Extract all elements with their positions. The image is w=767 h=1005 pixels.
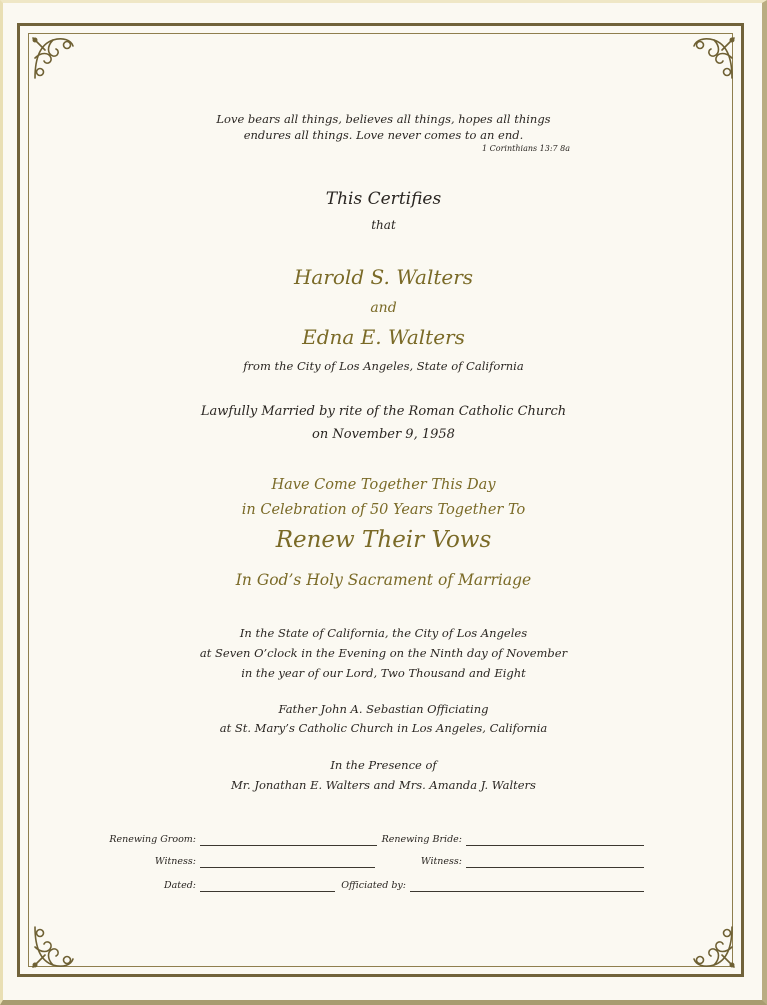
officiant-line-2: at St. Mary’s Catholic Church in Los Angeles, California [219,721,548,735]
groom-signature-label: Renewing Groom: [109,834,196,845]
origin-text: from the City of Los Angeles, State of California [243,359,524,373]
verse-reference: 1 Corinthians 13:7 8a [482,144,570,153]
marriage-line-1: Lawfully Married by rite of the Roman Catholic Church [200,404,567,419]
flourish-icon [27,32,79,84]
officiant-line-1: Father John A. Sebastian Officiating [278,702,489,716]
that-text: that [371,218,396,232]
witness-right-label: Witness: [420,856,462,867]
witness-left-line[interactable] [200,867,375,868]
officiated-label: Officiated by: [341,880,406,891]
certifies-heading: This Certifies [325,189,442,209]
bride-signature-line[interactable] [466,845,644,846]
bride-signature-label: Renewing Bride: [381,834,462,845]
renew-vows-title: Renew Their Vows [275,527,492,553]
ceremony-line-1: In the State of California, the City of Los Angeles [239,626,528,640]
flourish-icon [27,921,79,973]
groom-signature-line[interactable] [200,845,377,846]
marriage-date: on November 9, 1958 [312,427,455,442]
sacrament-text: In God’s Holy Sacrament of Marriage [235,571,532,589]
and-text: and [370,300,397,316]
bride-name: Edna E. Walters [302,325,465,349]
witness-names: Mr. Jonathan E. Walters and Mrs. Amanda J. Walters [231,778,536,792]
celebration-line-1: Have Come Together This Day [271,477,496,493]
officiated-line[interactable] [410,891,644,892]
inner-border [28,33,733,967]
groom-name: Harold S. Walters [293,265,474,289]
witness-right-line[interactable] [466,867,644,868]
dated-label: Dated: [163,880,196,891]
flourish-icon [688,32,740,84]
verse-line-2: endures all things. Love never comes to an end. [243,128,524,142]
ceremony-line-2: at Seven O’clock in the Evening on the Ninth day of November [199,646,568,660]
verse-line-1: Love bears all things, believes all things, hopes all things [216,112,551,126]
flourish-icon [688,921,740,973]
celebration-line-2: in Celebration of 50 Years Together To [241,502,526,518]
dated-line[interactable] [200,891,335,892]
ceremony-line-3: in the year of our Lord, Two Thousand and Eight [241,666,526,680]
witness-left-label: Witness: [154,856,196,867]
presence-line-1: In the Presence of [330,758,437,772]
